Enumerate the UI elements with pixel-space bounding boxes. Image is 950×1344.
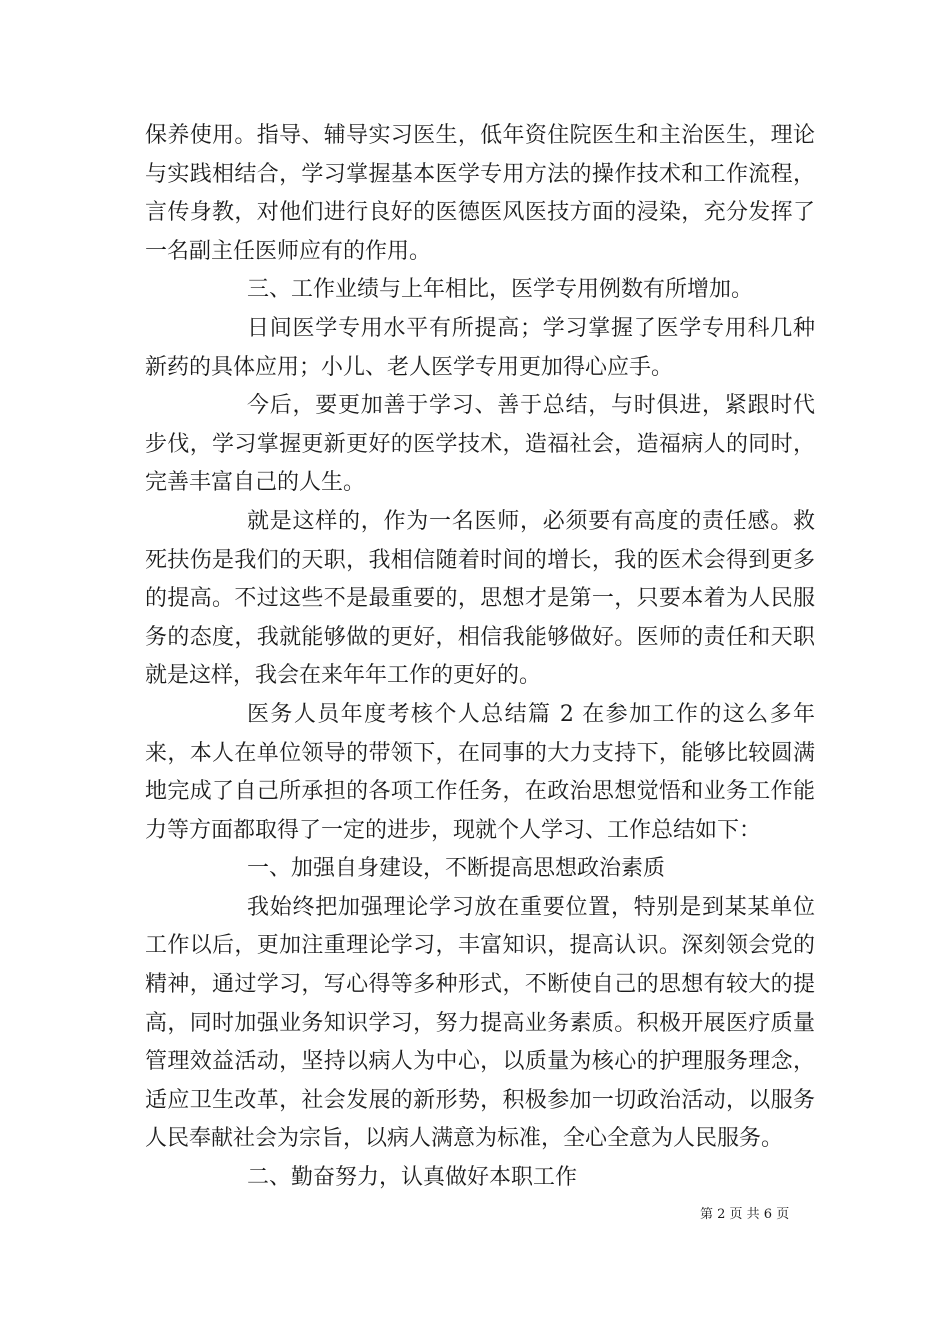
paragraph-5: 就是这样的，作为一名医师，必须要有高度的责任感。救死扶伤是我们的天职，我相信随着时间的增长，我的医术会得到更多的提高。不过这些不是最重要的，思想才是第一，只要本着为人民服务的态度，我就能够做的更好，相信我能够做好。医师的责任和天职就是这样，我会在来年年工作的更好的。 [145,508,815,689]
paragraph-3: 日间医学专用水平有所提高；学习掌握了医学专用科几种新药的具体应用；小儿、老人医学专用更加得心应手。 [145,315,815,380]
paragraph-1: 保养使用。指导、辅导实习医生，低年资住院医生和主治医生，理论与实践相结合，学习掌握基本医学专用方法的操作技术和工作流程，言传身教，对他们进行良好的医德医风医技方面的浸染，充分发挥了一名副主任医师应有的作用。 [145,123,815,264]
paragraph-7: 我始终把加强理论学习放在重要位置，特别是到某某单位工作以后，更加注重理论学习，丰富知识，提高认识。深刻领会党的精神，通过学习，写心得等多种形式，不断使自己的思想有较大的提高，同时加强业务知识学习，努力提高业务素质。积极开展医疗质量管理效益活动，坚持以病人为中心，以质量为核心的护理服务理念，适应卫生改革，社会发展的新形势，积极参加一切政治活动，以服务人民奉献社会为宗旨，以病人满意为标准，全心全意为人民服务。 [145,894,815,1152]
section-heading-1: 一、加强自身建设，不断提高思想政治素质 [247,856,666,882]
page-number-footer: 第 2 页 共 6 页 [700,1207,790,1222]
document-body [145,117,815,1198]
paragraph-4: 今后，要更加善于学习、善于总结，与时俱进，紧跟时代步伐，学习掌握更新更好的医学技术，造福社会，造福病人的同时，完善丰富自己的人生。 [145,393,815,496]
paragraph-2: 三、工作业绩与上年相比，医学专用例数有所增加。 [247,277,754,303]
paragraph-6: 医务人员年度考核个人总结篇 2 在参加工作的这么多年来，本人在单位领导的带领下，在同事的大力支持下，能够比较圆满地完成了自己所承担的各项工作任务，在政治思想觉悟和业务工作能力等方面都取得了一定的进步，现就个人学习、工作总结如下： [145,701,815,843]
section-heading-2: 二、勤奋努力，认真做好本职工作 [247,1165,578,1191]
